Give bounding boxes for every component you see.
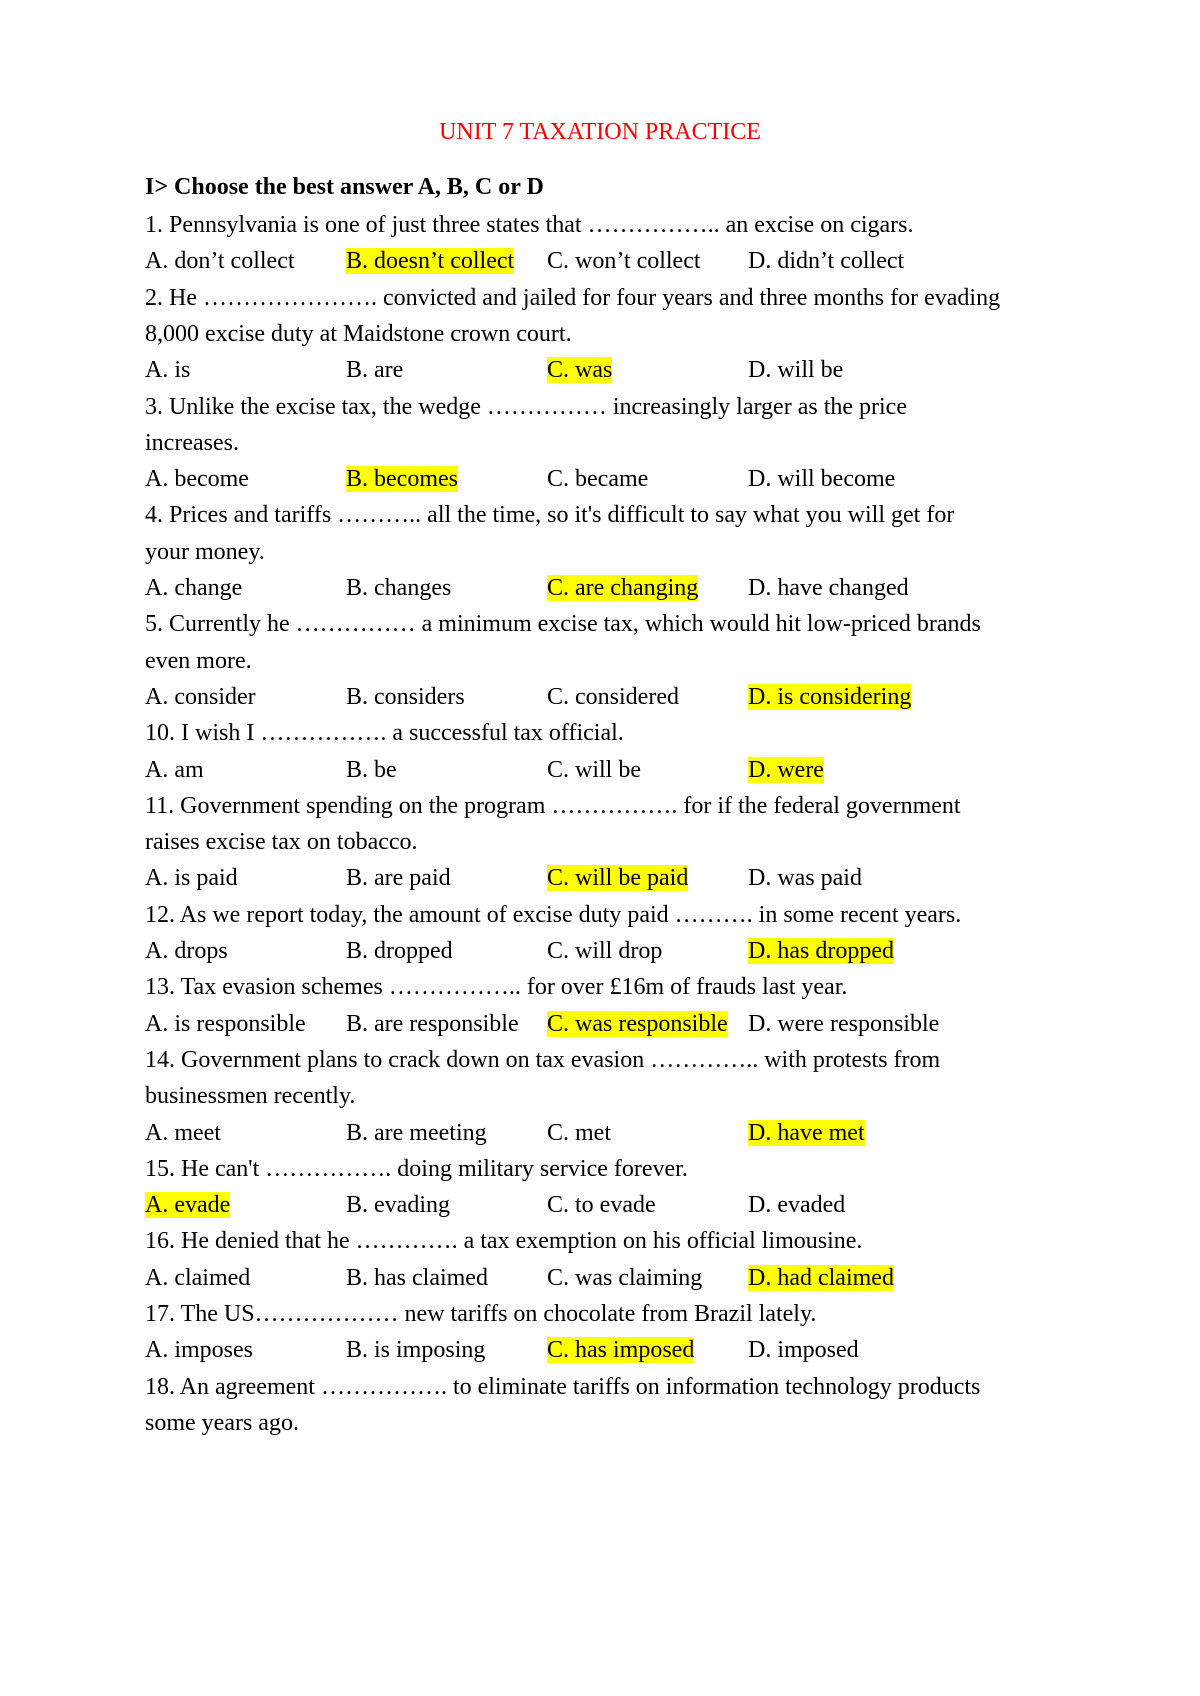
question-text-continued: some years ago.: [145, 1409, 299, 1436]
answer-option: C. will drop: [547, 938, 663, 964]
answer-option: B. be: [346, 756, 397, 783]
answer-option: C. to evade: [547, 1192, 656, 1219]
answer-option: A. change: [145, 575, 243, 601]
answer-option: D. evaded: [748, 1192, 846, 1219]
answer-option: B. considers: [346, 683, 465, 710]
exercise-instruction: I> Choose the best answer A, B, C or D: [145, 174, 544, 200]
answer-option: A. is paid: [145, 865, 238, 892]
answer-option: C. won’t collect: [547, 248, 701, 275]
question-text: 10. I wish I ……………. a successful tax official.: [145, 720, 624, 747]
question-text-continued: your money.: [145, 538, 265, 565]
answer-option: C. met: [547, 1119, 611, 1146]
answer-option: A. drops: [145, 938, 228, 964]
question-text: 2. He …………………. convicted and jailed for four years and three months for evading: [145, 284, 1001, 311]
answer-option: C. considered: [547, 683, 679, 710]
answer-option-highlighted: C. will be paid: [547, 865, 689, 892]
answer-option: C. became: [547, 466, 649, 493]
question-text: 11. Government spending on the program ……………. for if the federal government: [145, 792, 961, 819]
answer-option-highlighted: D. have met: [748, 1119, 865, 1146]
answer-option-highlighted: B. doesn’t collect: [346, 248, 515, 275]
answer-option: D. imposed: [748, 1337, 859, 1364]
answer-option: A. is responsible: [145, 1010, 306, 1037]
answer-option: A. consider: [145, 683, 256, 710]
answer-option: A. become: [145, 466, 249, 493]
question-text: 18. An agreement ……………. to eliminate tariffs on information technology products: [145, 1373, 981, 1400]
answer-option-highlighted: C. are changing: [547, 575, 699, 601]
question-text-continued: raises excise tax on tobacco.: [145, 829, 418, 856]
answer-option: B. are paid: [346, 865, 451, 892]
answer-option: A. meet: [145, 1119, 221, 1146]
answer-option-highlighted: C. was responsible: [547, 1010, 728, 1037]
answer-option: B. are meeting: [346, 1119, 487, 1146]
answer-option: D. will be: [748, 357, 844, 384]
answer-option-highlighted: C. has imposed: [547, 1337, 695, 1364]
question-text-continued: even more.: [145, 647, 252, 674]
answer-option: B. are: [346, 357, 404, 384]
answer-option: B. changes: [346, 575, 452, 601]
answer-option: B. are responsible: [346, 1010, 519, 1037]
question-text: 3. Unlike the excise tax, the wedge …………… increasingly larger as the price: [145, 393, 907, 420]
answer-option-highlighted: D. has dropped: [748, 938, 894, 964]
question-text-continued: increases.: [145, 429, 239, 456]
answer-option: B. is imposing: [346, 1337, 486, 1364]
answer-option: A. don’t collect: [145, 248, 295, 275]
question-text-continued: businessmen recently.: [145, 1083, 356, 1110]
answer-option: B. dropped: [346, 938, 453, 964]
answer-option: A. imposes: [145, 1337, 253, 1364]
answer-option: A. claimed: [145, 1264, 251, 1291]
page-title: UNIT 7 TAXATION PRACTICE: [439, 119, 761, 145]
answer-option-highlighted: D. is considering: [748, 683, 912, 710]
question-text: 1. Pennsylvania is one of just three states that …………….. an excise on cigars.: [145, 212, 914, 238]
answer-option: C. will be: [547, 756, 641, 783]
question-text: 15. He can't ……………. doing military service forever.: [145, 1155, 688, 1182]
answer-option: D. didn’t collect: [748, 248, 905, 275]
answer-option: C. was claiming: [547, 1264, 703, 1291]
answer-option: D. have changed: [748, 575, 909, 601]
question-text: 17. The US……………… new tariffs on chocolate from Brazil lately.: [145, 1301, 817, 1327]
answer-option: D. were responsible: [748, 1010, 940, 1037]
answer-option: A. is: [145, 357, 191, 384]
answer-option: B. has claimed: [346, 1264, 488, 1291]
answer-option-highlighted: D. had claimed: [748, 1264, 894, 1291]
question-text: 12. As we report today, the amount of excise duty paid ………. in some recent years.: [145, 901, 962, 928]
question-text-continued: 8,000 excise duty at Maidstone crown court.: [145, 320, 572, 347]
question-text: 5. Currently he …………… a minimum excise tax, which would hit low-priced brands: [145, 611, 981, 638]
answer-option: A. am: [145, 756, 204, 783]
answer-option: D. will become: [748, 466, 896, 493]
question-text: 14. Government plans to crack down on tax evasion ………….. with protests from: [145, 1046, 941, 1073]
question-text: 4. Prices and tariffs ……….. all the time, so it's difficult to say what you will get for: [145, 502, 955, 529]
answer-option-highlighted: A. evade: [145, 1192, 231, 1219]
answer-option-highlighted: B. becomes: [346, 466, 458, 493]
answer-option-highlighted: D. were: [748, 756, 824, 783]
answer-option: B. evading: [346, 1192, 450, 1219]
question-text: 16. He denied that he …………. a tax exemption on his official limousine.: [145, 1228, 863, 1255]
answer-option-highlighted: C. was: [547, 357, 613, 384]
question-text: 13. Tax evasion schemes …………….. for over £16m of frauds last year.: [145, 974, 848, 1001]
answer-option: D. was paid: [748, 865, 862, 892]
